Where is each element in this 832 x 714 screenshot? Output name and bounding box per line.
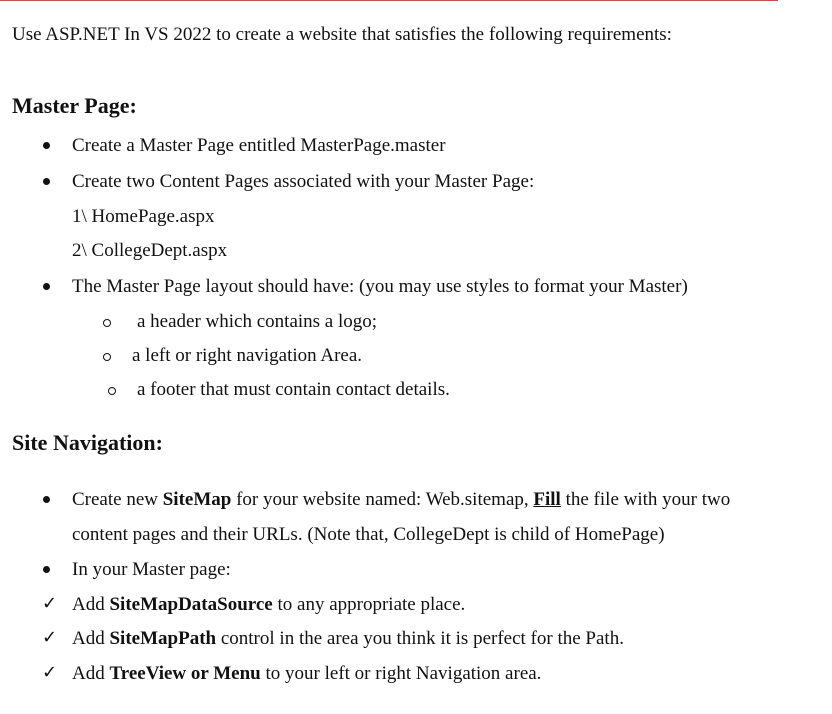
- check-item-1-bold: SiteMapDataSource: [109, 594, 273, 615]
- check-item-3-post: to your left or right Navigation area.: [260, 663, 542, 684]
- check-item-2-bold: SiteMapPath: [109, 628, 217, 649]
- layout-sub-header: a header which contains a logo;: [137, 311, 378, 332]
- nav-item-sitemap-bold: SiteMap: [162, 489, 232, 510]
- master-item-content-pages: Create two Content Pages associated with your Master Page:: [72, 171, 535, 192]
- circle-bullet-icon: [103, 353, 111, 361]
- circle-bullet-icon: [103, 319, 111, 327]
- content-page-collegedept: 2\ CollegeDept.aspx: [72, 240, 228, 261]
- checkmark-icon: ✓: [42, 627, 58, 648]
- site-navigation-heading: Site Navigation:: [12, 430, 163, 455]
- nav-item-sitemap: [72, 490, 730, 509]
- nav-item-master-page: In your Master page:: [72, 559, 231, 580]
- check-item-1-post: to any appropriate place.: [272, 594, 466, 615]
- nav-item-sitemap-post: the file with your two: [560, 489, 731, 510]
- nav-item-fill-word: Fill: [533, 489, 561, 510]
- nav-item-sitemap-mid: for your website named: Web.sitemap,: [231, 489, 534, 510]
- bullet-icon: [43, 178, 50, 185]
- layout-sub-navigation: a left or right navigation Area.: [132, 345, 363, 366]
- nav-item-sitemap-pre: Create new: [72, 489, 163, 510]
- top-rule: [0, 0, 778, 1]
- check-item-2-pre: Add: [72, 628, 110, 649]
- bullet-icon: [43, 496, 50, 503]
- circle-bullet-icon: [108, 387, 116, 395]
- bullet-icon: [43, 142, 50, 149]
- bullet-icon: [43, 283, 50, 290]
- check-item-3-bold: TreeView or Menu: [109, 663, 261, 684]
- check-item-2-post: control in the area you think it is perfect for the Path.: [216, 628, 624, 649]
- content-page-homepage: 1\ HomePage.aspx: [72, 206, 215, 227]
- check-item-sitemappath: [72, 629, 624, 648]
- nav-item-sitemap-line2: content pages and their URLs. (Note that, CollegeDept is child of HomePage): [72, 524, 665, 545]
- check-item-3-pre: Add: [72, 663, 110, 684]
- check-item-treeview: [72, 664, 541, 683]
- master-page-heading: Master Page:: [12, 93, 137, 118]
- master-item-layout: The Master Page layout should have: (you may use styles to format your Master): [72, 276, 688, 297]
- master-item-create-master: Create a Master Page entitled MasterPage.master: [72, 135, 446, 156]
- layout-sub-footer: a footer that must contain contact details.: [137, 379, 450, 400]
- checkmark-icon: ✓: [42, 662, 58, 683]
- bullet-icon: [43, 566, 50, 573]
- check-item-sitemapdatasource: [72, 595, 465, 614]
- check-item-1-pre: Add: [72, 594, 110, 615]
- checkmark-icon: ✓: [42, 593, 58, 614]
- intro-text: Use ASP.NET In VS 2022 to create a website that satisfies the following requirements:: [12, 24, 672, 45]
